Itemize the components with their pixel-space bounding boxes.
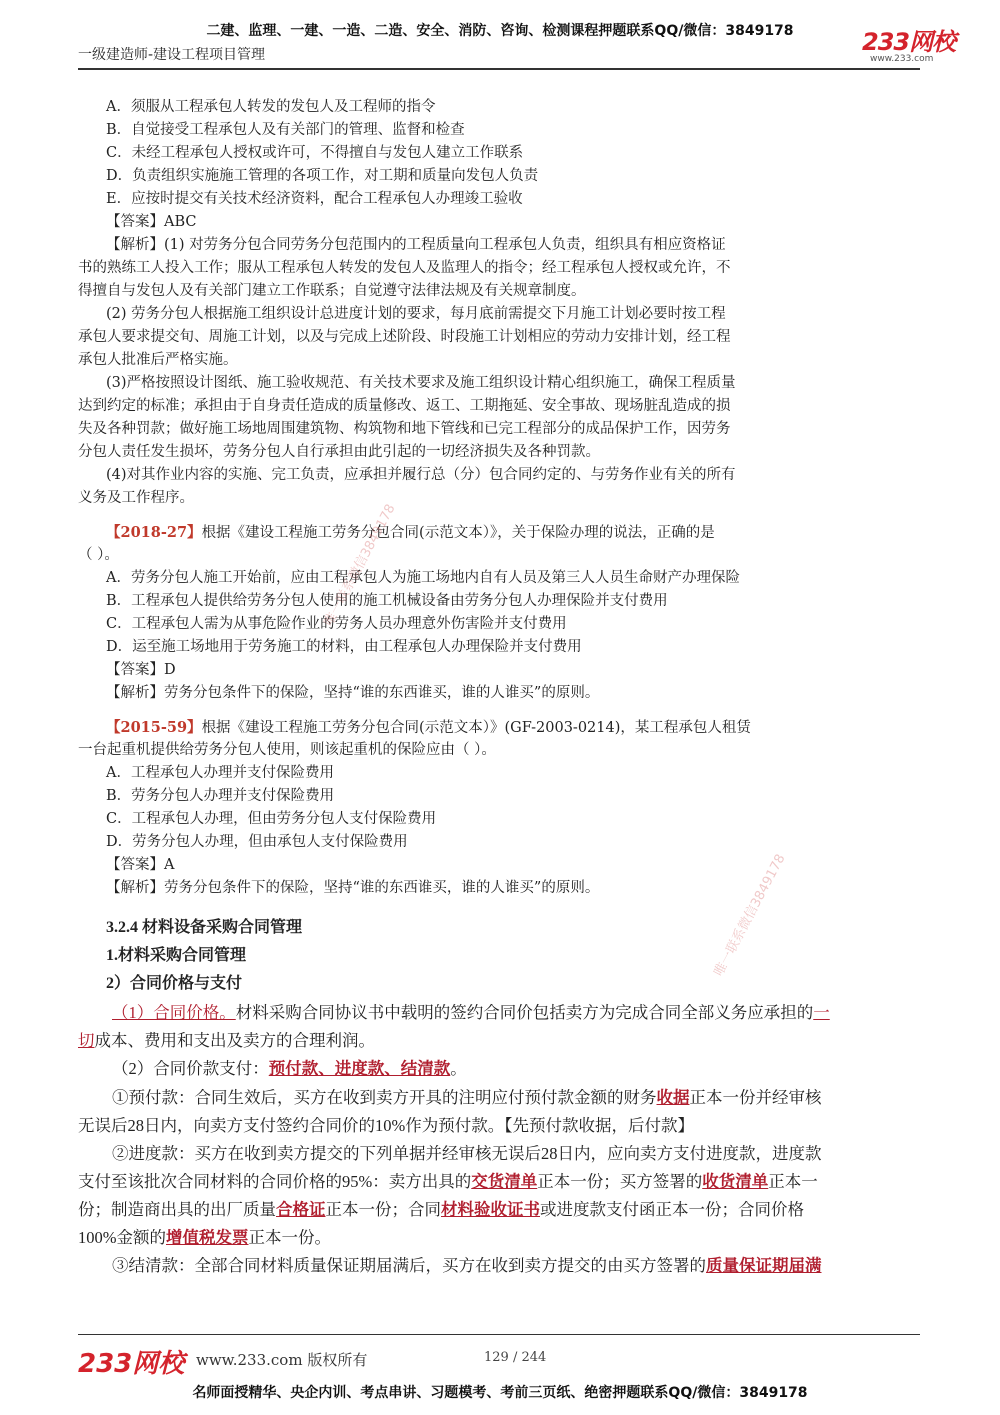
analysis-line: 承包人要求提交旬、周施工计划，以及与完成上述阶段、时段施工计划相应的劳动力安排计划，经工程: [78, 329, 731, 345]
highlight-term: 材料验收证书: [441, 1200, 540, 1219]
analysis-line: 达到约定的标准；承担由于自身责任造成的质量修改、返工、工期拖延、安全事故、现场脏乱造成的损: [78, 398, 731, 414]
option-d: D．劳务分包人办理，但由承包人支付保险费用: [106, 834, 408, 850]
question-text: 根据《建设工程施工劳务分包合同(示范文本）》(GF-2003-0214)，某工程承包人租赁: [201, 720, 751, 736]
option-d: D．运至施工场地用于劳务施工的材料，由工程承包人办理保险并支付费用: [106, 639, 582, 655]
option-e: E．应按时提交有关技术经济资料，配合工程承包人办理竣工验收: [106, 191, 523, 207]
paragraph-prepayment: [78, 1084, 962, 1112]
analysis-line: (3)严格按照设计图纸、施工验收规范、有关技术要求及施工组织设计精心组织施工，确保工程质量: [106, 375, 736, 391]
highlight-term: 预付款、进度款、结清款: [268, 1059, 451, 1078]
paragraph-contract-price-2: [78, 1027, 928, 1055]
option-c: C．工程承包人需为从事危险作业的劳务人员办理意外伤害险并支付费用: [106, 616, 567, 632]
page-number: 129 / 244: [484, 1350, 547, 1365]
analysis-line: 【解析】(1) 对劳务分包合同劳务分包范围内的工程质量向工程承包人负责，组织具有相应资格证: [106, 237, 726, 253]
highlight-term: 合格证: [276, 1200, 326, 1219]
paragraph-text: 正本一份。: [248, 1228, 331, 1247]
analysis-line: 义务及工作程序。: [78, 490, 194, 506]
paragraph-text: 正本一: [768, 1172, 818, 1191]
question-2018-stem: [78, 521, 956, 545]
option-c: C．工程承包人办理，但由劳务分包人支付保险费用: [106, 811, 437, 827]
watermark: 唯一联系微信3849178: [321, 501, 399, 629]
option-b: B．工程承包人提供给劳务分包人使用的施工机械设备由劳务分包人办理保险并支付费用: [106, 593, 668, 609]
question-tag: 【2015-59】: [106, 719, 202, 736]
option-b: B．自觉接受工程承包人及有关部门的管理、监督和检查: [106, 122, 465, 138]
highlight-term: 收货清单: [702, 1172, 769, 1191]
paragraph-text: 材料采购合同协议书中载明的签约合同价包括卖方为完成合同全部义务应承担的: [235, 1003, 814, 1022]
footer-bottom-line: 名师面授精华、央企内训、考点串讲、习题模考、考前三页纸、绝密押题联系QQ/微信：3849178: [192, 1385, 808, 1401]
paragraph-text: 正本一份；买方签署的: [537, 1172, 703, 1191]
question-2018-blank: （ ）。: [78, 547, 119, 563]
paragraph-text: （2）合同价款支付：: [112, 1059, 269, 1078]
option-a: A．须服从工程承包人转发的发包人及工程师的指令: [106, 99, 436, 115]
footer-rule: [78, 1334, 920, 1335]
analysis-line: 分包人责任发生损坏，劳务分包人自行承担由此引起的一切经济损失及各种罚款。: [78, 444, 600, 460]
paragraph-contract-price: [78, 999, 962, 1027]
highlight-term: （1）合同价格。: [112, 1003, 236, 1022]
paragraph-text: ①预付款：合同生效后，买方在收到卖方开具的注明应付预付款金额的财务: [112, 1088, 657, 1107]
highlight-term: 增值税发票: [166, 1228, 249, 1247]
logo: 233网校: [862, 28, 956, 56]
analysis-line: 书的熟练工人投入工作；服从工程承包人转发的发包人及监理人的指令；经工程承包人授权或允许，不: [78, 260, 731, 276]
option-d: D．负责组织实施施工管理的各项工作，对工期和质量向发包人负责: [106, 168, 539, 184]
analysis-line: (4)对其作业内容的实施、完工负责，应承担并履行总（分）包合同约定的、与劳务作业有关的所有: [106, 467, 736, 483]
header-rule: [78, 68, 920, 70]
logo-url: www.233.com: [870, 54, 934, 64]
paragraph-text: 支付至该批次合同材料的合同价格的95%：卖方出具的: [78, 1172, 472, 1191]
option-a: A．劳务分包人施工开始前，应由工程承包人为施工场地内自有人员及第三人人员生命财产办理保险: [106, 570, 740, 586]
paragraph-progress-3: [78, 1196, 928, 1224]
subheading: 1.材料采购合同管理: [106, 947, 247, 964]
question-tag: 【2018-27】: [106, 524, 202, 541]
header-subtitle: 一级建造师-建设工程项目管理: [78, 47, 266, 63]
watermark: 唯一联系微信3849178: [711, 851, 789, 979]
analysis-line: 得擅自与发包人及有关部门建立工作联系；自觉遵守法律法规及有关规章制度。: [78, 283, 586, 299]
paragraph-progress-4: [78, 1224, 928, 1252]
paragraph-payment: [78, 1055, 962, 1083]
answer: 【答案】ABC: [106, 214, 197, 230]
paragraph-progress-2: [78, 1168, 928, 1196]
section-heading: 3.2.4 材料设备采购合同管理: [106, 919, 303, 936]
analysis-line: 承包人批准后严格实施。: [78, 352, 238, 368]
paragraph-text: 成本、费用和支出及卖方的合理利润。: [94, 1031, 375, 1050]
question-2015-stem: [78, 716, 956, 740]
analysis-line: 失及各种罚款；做好施工场地周围建筑物、构筑物和地下管线和已完工程部分的成品保护工作，因劳务: [78, 421, 731, 437]
subheading: 2）合同价格与支付: [106, 975, 243, 992]
paragraph-progress: ②进度款：买方在收到卖方提交的下列单据并经审核无误后28日内，应向卖方支付进度款，进度款: [112, 1144, 822, 1163]
answer: 【答案】A: [106, 857, 175, 873]
header-top-line: 二建、监理、一建、一造、二造、安全、消防、咨询、检测课程押题联系QQ/微信：3849178: [206, 23, 794, 39]
paragraph-text: 。: [450, 1059, 467, 1078]
answer: 【答案】D: [106, 662, 176, 678]
analysis: 【解析】劳务分包条件下的保险，坚持“谁的东西谁买，谁的人谁买”的原则。: [106, 685, 600, 701]
footer-logo: 233网校: [78, 1349, 185, 1379]
option-c: C．未经工程承包人授权或许可，不得擅自与发包人建立工作联系: [106, 145, 524, 161]
paragraph-settlement: [78, 1252, 962, 1280]
highlight-term: 交货清单: [471, 1172, 538, 1191]
highlight-term: 质量保证期届满: [706, 1256, 822, 1275]
footer-copyright: www.233.com 版权所有: [196, 1351, 368, 1369]
paragraph-prepayment-2: 无误后28日内，向卖方支付签约合同价的10%作为预付款。【先预付款收据，后付款】: [78, 1116, 694, 1135]
paragraph-text: 正本一份并经审核: [689, 1088, 822, 1107]
analysis: 【解析】劳务分包条件下的保险，坚持“谁的东西谁买，谁的人谁买”的原则。: [106, 880, 600, 896]
paragraph-text: 100%金额的: [78, 1228, 166, 1247]
option-a: A．工程承包人办理并支付保险费用: [106, 765, 334, 781]
paragraph-text: 份；制造商出具的出厂质量: [78, 1200, 276, 1219]
analysis-line: (2) 劳务分包人根据施工组织设计总进度计划的要求，每月底前需提交下月施工计划必要时按工程: [106, 306, 726, 322]
highlight-term: 收据: [656, 1088, 690, 1107]
highlight-term: 切: [78, 1031, 95, 1050]
question-text: 根据《建设工程施工劳务分包合同(示范文本）》，关于保险办理的说法，正确的是: [201, 525, 715, 541]
paragraph-text: 正本一份；合同: [325, 1200, 441, 1219]
highlight-term: 一: [813, 1003, 830, 1022]
question-2015-stem-2: 一台起重机提供给劳务分包人使用，则该起重机的保险应由（ ）。: [78, 742, 496, 758]
paragraph-text: ③结清款：全部合同材料质量保证期届满后，买方在收到卖方提交的由买方签署的: [112, 1256, 706, 1275]
option-b: B．劳务分包人办理并支付保险费用: [106, 788, 335, 804]
paragraph-text: 或进度款支付函正本一份；合同价格: [540, 1200, 804, 1219]
